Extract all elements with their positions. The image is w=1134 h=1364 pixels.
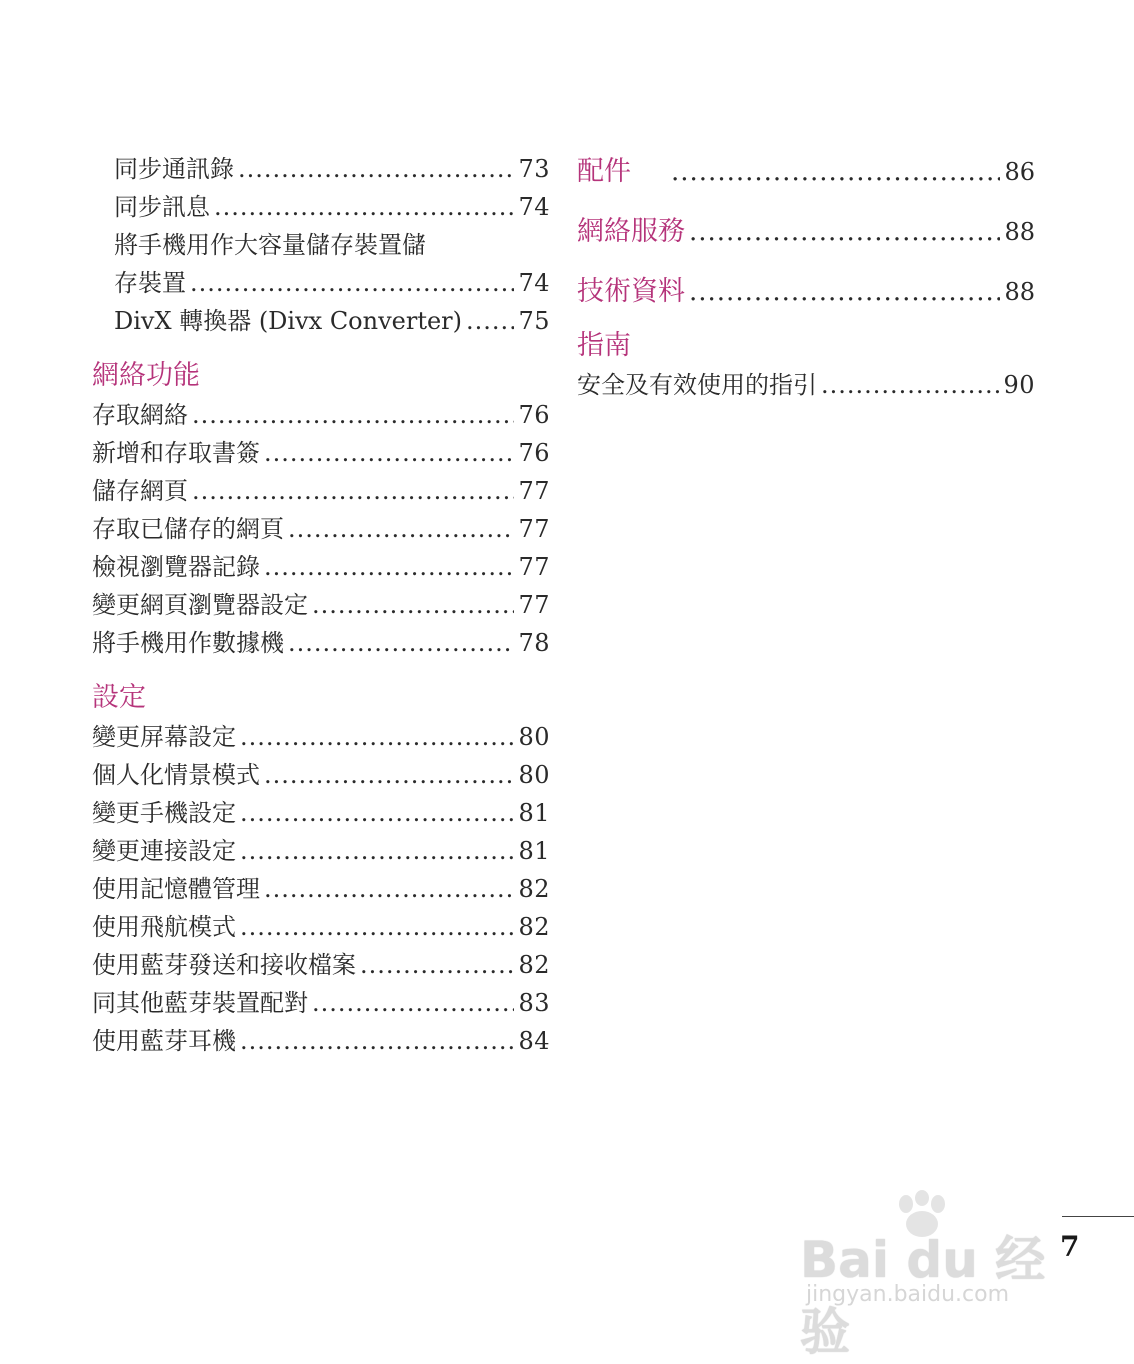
toc-entry-label: 變更手機設定 [92, 799, 236, 827]
dot-leader [689, 202, 1000, 262]
dot-leader [214, 188, 514, 226]
toc-entry-page: 82 [518, 913, 550, 941]
network-entry-list [92, 396, 550, 662]
toc-entry-label: 同步訊息 [114, 193, 210, 221]
toc-entry-page: 77 [518, 477, 550, 505]
toc-chapter-page: 88 [1004, 278, 1035, 306]
toc-entry-label: 同步通訊錄 [114, 155, 234, 183]
toc-chapter-label: 技術資料 [577, 276, 685, 307]
toc-entry[interactable] [92, 510, 550, 548]
toc-chapter-page: 86 [1004, 158, 1035, 186]
toc-entry[interactable] [92, 832, 550, 870]
dot-leader [671, 142, 1000, 202]
toc-entry-label: 將手機用作大容量儲存裝置儲 [114, 231, 426, 259]
dot-leader [312, 586, 514, 624]
toc-entry-label: 存裝置 [114, 269, 186, 297]
dot-leader [264, 870, 514, 908]
toc-chapter-entry[interactable] [577, 142, 1035, 202]
toc-entry-page: 80 [518, 761, 550, 789]
dot-leader [240, 908, 514, 946]
toc-entry[interactable] [92, 1022, 550, 1060]
toc-entry-page: 84 [518, 1027, 550, 1055]
toc-entry-wrapped-line[interactable] [92, 226, 550, 264]
dot-leader [264, 548, 514, 586]
dot-leader [466, 302, 514, 340]
toc-entry-page: 80 [518, 723, 550, 751]
dot-leader [192, 472, 514, 510]
toc-entry[interactable] [92, 188, 550, 226]
toc-entry-page: 75 [518, 307, 550, 335]
toc-right-column [577, 150, 1035, 404]
toc-chapter-label: 配件 [577, 156, 631, 187]
toc-entry-page: 77 [518, 553, 550, 581]
watermark-url: jingyan.baidu.com [806, 1282, 1010, 1307]
toc-entry-page: 81 [518, 799, 550, 827]
dot-leader [312, 984, 514, 1022]
dot-leader [192, 396, 514, 434]
toc-entry-label: 使用記憶體管理 [92, 875, 260, 903]
toc-entry[interactable] [92, 946, 550, 984]
toc-entry-label: 新增和存取書簽 [92, 439, 260, 467]
toc-entry-label: 同其他藍芽裝置配對 [92, 989, 308, 1017]
dot-leader [240, 718, 514, 756]
dot-leader [360, 946, 514, 984]
toc-entry[interactable] [92, 586, 550, 624]
section-title-settings: 設定 [92, 682, 146, 713]
toc-entry-label: 檢視瀏覽器記錄 [92, 553, 260, 581]
toc-entry-page: 81 [518, 837, 550, 865]
toc-entry-page: 90 [1003, 371, 1035, 399]
toc-entry-label: 存取網絡 [92, 401, 188, 429]
toc-entry-label: 使用藍芽耳機 [92, 1027, 236, 1055]
toc-entry-page: 74 [518, 193, 550, 221]
toc-entry[interactable] [92, 756, 550, 794]
dot-leader [264, 756, 514, 794]
dot-leader [288, 624, 514, 662]
toc-entry[interactable] [92, 624, 550, 662]
toc-entry[interactable] [92, 908, 550, 946]
page-number: 7 [1060, 1230, 1080, 1263]
toc-entry[interactable] [577, 366, 1035, 404]
toc-entry[interactable] [92, 984, 550, 1022]
dot-leader [240, 794, 514, 832]
toc-entry-label: 存取已儲存的網頁 [92, 515, 284, 543]
baidu-watermark [800, 1190, 1060, 1361]
toc-chapter-entry[interactable] [577, 202, 1035, 262]
toc-entry-label: 個人化情景模式 [92, 761, 260, 789]
toc-entry-page: 76 [518, 401, 550, 429]
toc-entry-label: 變更屏幕設定 [92, 723, 236, 751]
toc-entry-page: 77 [518, 591, 550, 619]
toc-entry[interactable] [92, 434, 550, 472]
toc-entry-label: 使用飛航模式 [92, 913, 236, 941]
toc-entry-label: 變更網頁瀏覽器設定 [92, 591, 308, 619]
toc-entry-page: 82 [518, 951, 550, 979]
right-top-entry-list [577, 142, 1035, 322]
toc-chapter-page: 88 [1004, 218, 1035, 246]
toc-chapter-label: 網絡服務 [577, 216, 685, 247]
toc-entry[interactable] [92, 870, 550, 908]
toc-entry[interactable] [92, 718, 550, 756]
toc-entry-page: 77 [518, 515, 550, 543]
toc-entry-page: 73 [518, 155, 550, 183]
toc-entry[interactable] [92, 548, 550, 586]
dot-leader [288, 510, 514, 548]
toc-entry-label: 變更連接設定 [92, 837, 236, 865]
toc-entry-label: 安全及有效使用的指引 [577, 371, 817, 399]
toc-entry-label: 將手機用作數據機 [92, 629, 284, 657]
dot-leader [190, 264, 514, 302]
toc-entry[interactable] [92, 472, 550, 510]
toc-entry-page: 76 [518, 439, 550, 467]
toc-entry-label: 儲存網頁 [92, 477, 188, 505]
toc-entry[interactable] [92, 794, 550, 832]
page-number-rule [1062, 1216, 1134, 1217]
settings-entry-list [92, 718, 550, 1060]
toc-entry-page: 78 [518, 629, 550, 657]
toc-entry-label: DivX 轉換器 (Divx Converter) [114, 307, 463, 335]
toc-entry[interactable] [92, 396, 550, 434]
dot-leader [689, 262, 1000, 322]
toc-chapter-entry[interactable] [577, 262, 1035, 322]
toc-entry-label: 使用藍芽發送和接收檔案 [92, 951, 356, 979]
toc-left-column [92, 150, 550, 1060]
dot-leader [264, 434, 514, 472]
watermark-logo-text: Bai du 经验 [800, 1231, 1046, 1361]
section-title-guide: 指南 [577, 330, 631, 361]
dot-leader [238, 150, 514, 188]
guide-entry-list [577, 366, 1035, 404]
toc-entry-page: 82 [518, 875, 550, 903]
toc-entry[interactable] [92, 302, 550, 340]
dot-leader [240, 1022, 514, 1060]
toc-entry-page: 74 [518, 269, 550, 297]
section-title-network: 網絡功能 [92, 360, 200, 391]
toc-entry-page: 83 [518, 989, 550, 1017]
dot-leader [821, 366, 999, 404]
toc-entry[interactable] [92, 150, 550, 188]
toc-entry[interactable] [92, 264, 550, 302]
dot-leader [240, 832, 514, 870]
